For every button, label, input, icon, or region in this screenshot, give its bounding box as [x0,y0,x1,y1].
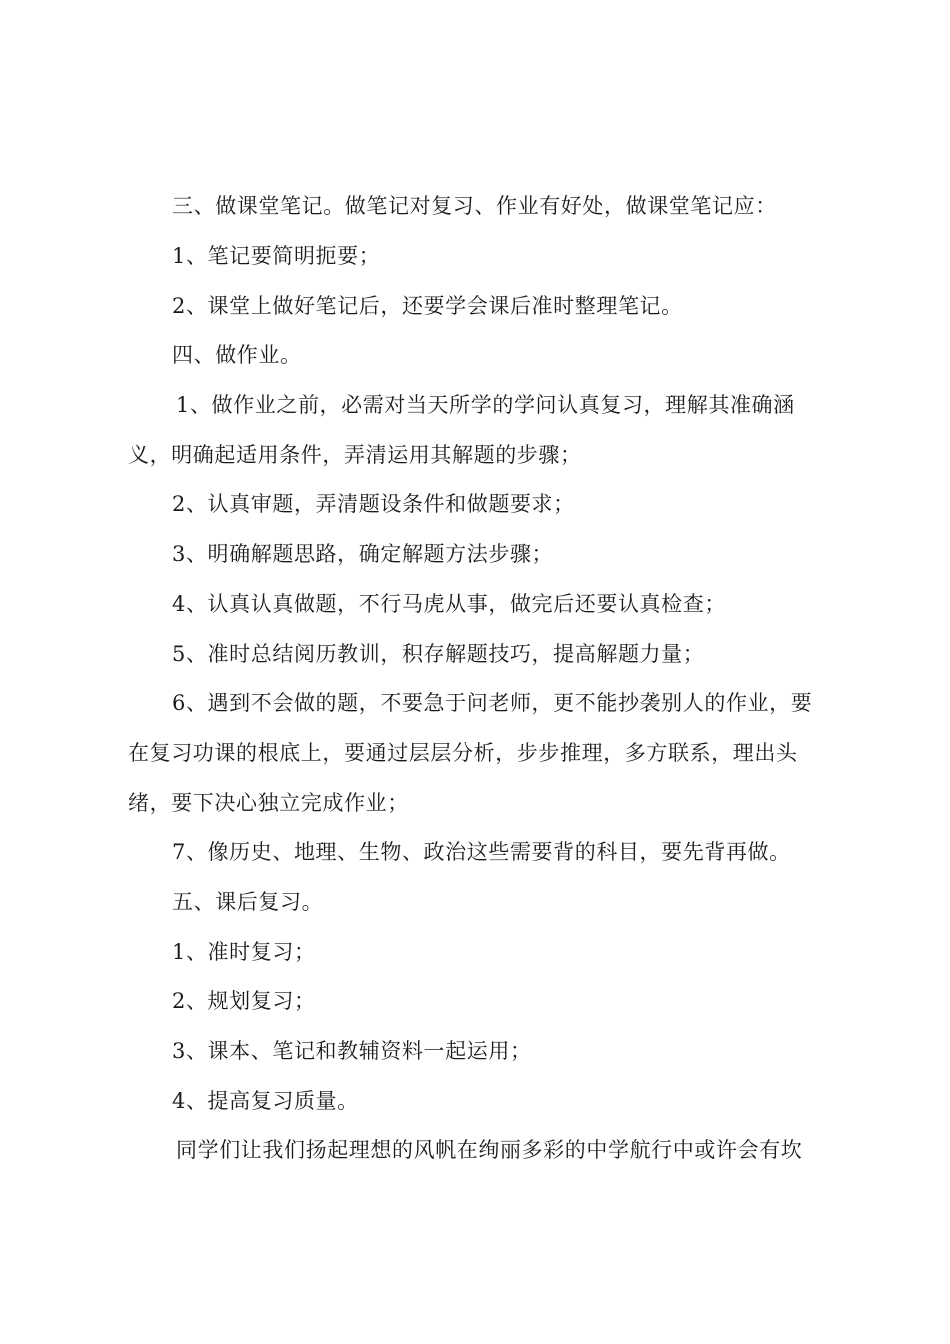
paragraph-line: 1、做作业之前，必需对当天所学的学问认真复习，理解其准确涵 [176,393,795,417]
paragraph-line: 1、笔记要简明扼要； [172,244,381,268]
paragraph-line: 1、准时复习； [172,940,316,964]
paragraph-line: 3、明确解题思路，确定解题方法步骤； [172,542,554,566]
paragraph-line: 2、认真审题，弄清题设条件和做题要求； [172,492,575,516]
section-heading: 五、课后复习。 [172,890,324,914]
paragraph-line: 4、提高复习质量。 [172,1089,359,1113]
paragraph-line: 三、做课堂笔记。做笔记对复习、作业有好处，做课堂笔记应： [172,194,777,218]
paragraph-line: 3、课本、笔记和教辅资料一起运用； [172,1039,532,1063]
paragraph-line: 义，明确起适用条件，弄清运用其解题的步骤； [128,443,582,467]
paragraph-line: 绪，要下决心独立完成作业； [128,791,409,815]
paragraph-line: 6、遇到不会做的题，不要急于问老师，更不能抄袭别人的作业，要 [172,691,813,715]
paragraph-line: 7、像历史、地理、生物、政治这些需要背的科目，要先背再做。 [172,840,791,864]
paragraph-line: 2、课堂上做好笔记后，还要学会课后准时整理笔记。 [172,294,683,318]
paragraph-line: 在复习功课的根底上，要通过层层分析，步步推理，多方联系，理出头 [128,741,798,765]
paragraph-line: 同学们让我们扬起理想的风帆在绚丽多彩的中学航行中或许会有坎 [176,1138,803,1162]
paragraph-line: 2、规划复习； [172,989,316,1013]
section-heading: 四、做作业。 [172,343,302,367]
paragraph-line: 4、认真认真做题，不行马虎从事，做完后还要认真检查； [172,592,726,616]
paragraph-line: 5、准时总结阅历教训，积存解题技巧，提高解题力量； [172,642,705,666]
